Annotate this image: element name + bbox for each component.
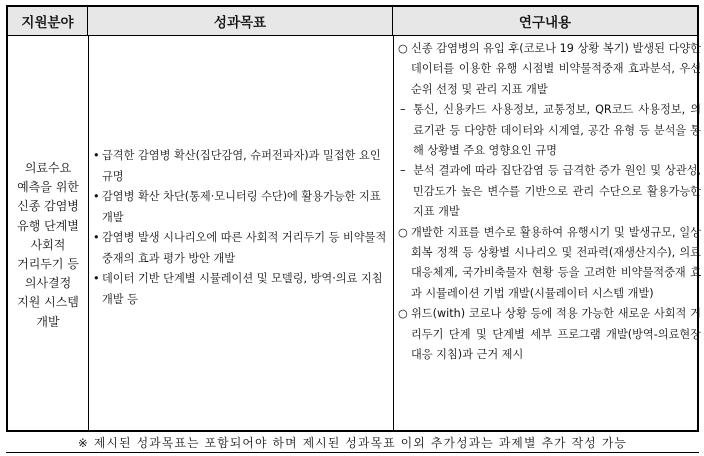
dash-bullet-icon: –	[400, 164, 406, 178]
research-text: 신종 감염병의 유입 후(코로나 19 상황 복기) 발생된 다양한 데이터를 이용한 유행 시점별 비약물적중재 효과분석, 우선순위 선정 및 관리 지표 개발	[411, 42, 701, 96]
goal-item	[93, 269, 391, 310]
dash-bullet-icon: –	[400, 103, 406, 117]
research-cell	[398, 39, 701, 366]
column-divider	[393, 36, 394, 430]
bullet-icon: •	[93, 272, 100, 285]
research-item	[398, 304, 701, 365]
header-field: 지원분야	[8, 7, 88, 36]
circle-bullet-icon: ○	[398, 307, 408, 321]
research-text: 분석 결과에 따라 집단감염 등 급격한 증가 원인 및 상관성, 민감도가 높은 변수를 기반으로 관리 수단으로 활용가능한 지표 개발	[413, 164, 701, 219]
field-line: 개발	[36, 314, 60, 329]
field-line: 의료수요	[24, 161, 72, 175]
support-field-cell	[10, 159, 86, 332]
goal-item	[93, 187, 391, 228]
bullet-icon: •	[93, 231, 100, 244]
footnote: ※ 제시된 성과목표는 포함되어야 하며 제시된 성과목표 이외 추가성과는 과제별 추가 작성 가능	[77, 435, 628, 450]
field-line: 예측을 위한	[17, 180, 79, 195]
goal-text: 감염병 발생 시나리오에 따른 사회적 거리두기 등 비약물적중재의 효과 평가 방안 개발	[102, 231, 387, 265]
research-subitem	[398, 161, 701, 222]
circle-bullet-icon: ○	[398, 225, 408, 239]
goal-item	[93, 228, 391, 269]
goal-item	[93, 146, 391, 187]
column-divider	[88, 36, 89, 430]
goals-cell	[93, 146, 391, 310]
circle-bullet-icon: ○	[398, 42, 408, 55]
research-subitem	[398, 100, 701, 161]
header-goals: 성과목표	[88, 7, 393, 36]
goal-text: 감염병 확산 차단(통제·모니터링 수단)에 활용가능한 지표 개발	[102, 190, 381, 224]
research-item	[398, 39, 701, 100]
field-line: 지원 시스템	[17, 295, 79, 310]
goal-text: 데이터 기반 단계별 시뮬레이션 및 모델링, 방역·의료 지침 개발 등	[102, 272, 383, 306]
field-line: 의사결정	[24, 276, 72, 291]
research-text: 개발한 지표를 변수로 활용하여 유행시기 및 발생규모, 일상회복 정책 등 상황별 시나리오 및 전파력(재생산지수), 의료대응체계, 국가비축물자 현황 등을 고려한 비약물적중재 효과 시뮬레이션 기법 개발(시뮬레이터 시스템 개발)	[411, 225, 701, 300]
research-table	[6, 5, 699, 432]
research-text: 통신, 신용카드 사용정보, 교통정보, QR코드 사용정보, 의료기관 등 다양한 데이터와 시계열, 공간 유형 등 분석을 통해 상황별 주요 영향요인 규명	[413, 103, 701, 158]
research-item	[398, 223, 701, 305]
research-text: 위드(with) 코로나 상황 등에 적용 가능한 새로운 사회적 거리두기 단계 및 단계별 세부 프로그램 개발(방역-의료현장 대응 지침)과 근거 제시	[411, 307, 701, 362]
bullet-icon: •	[93, 190, 100, 203]
field-line: 유행 단계별	[17, 218, 79, 233]
header-research: 연구내용	[393, 7, 697, 36]
footnote-divider	[6, 452, 699, 453]
goal-text: 급격한 감염병 확산(집단감염, 슈퍼전파자)과 밀접한 요인 규명	[102, 149, 381, 183]
field-line: 사회적	[30, 237, 66, 252]
bullet-icon: •	[93, 149, 100, 162]
field-line: 신종 감염병	[17, 199, 79, 214]
field-line: 거리두기 등	[17, 257, 79, 272]
